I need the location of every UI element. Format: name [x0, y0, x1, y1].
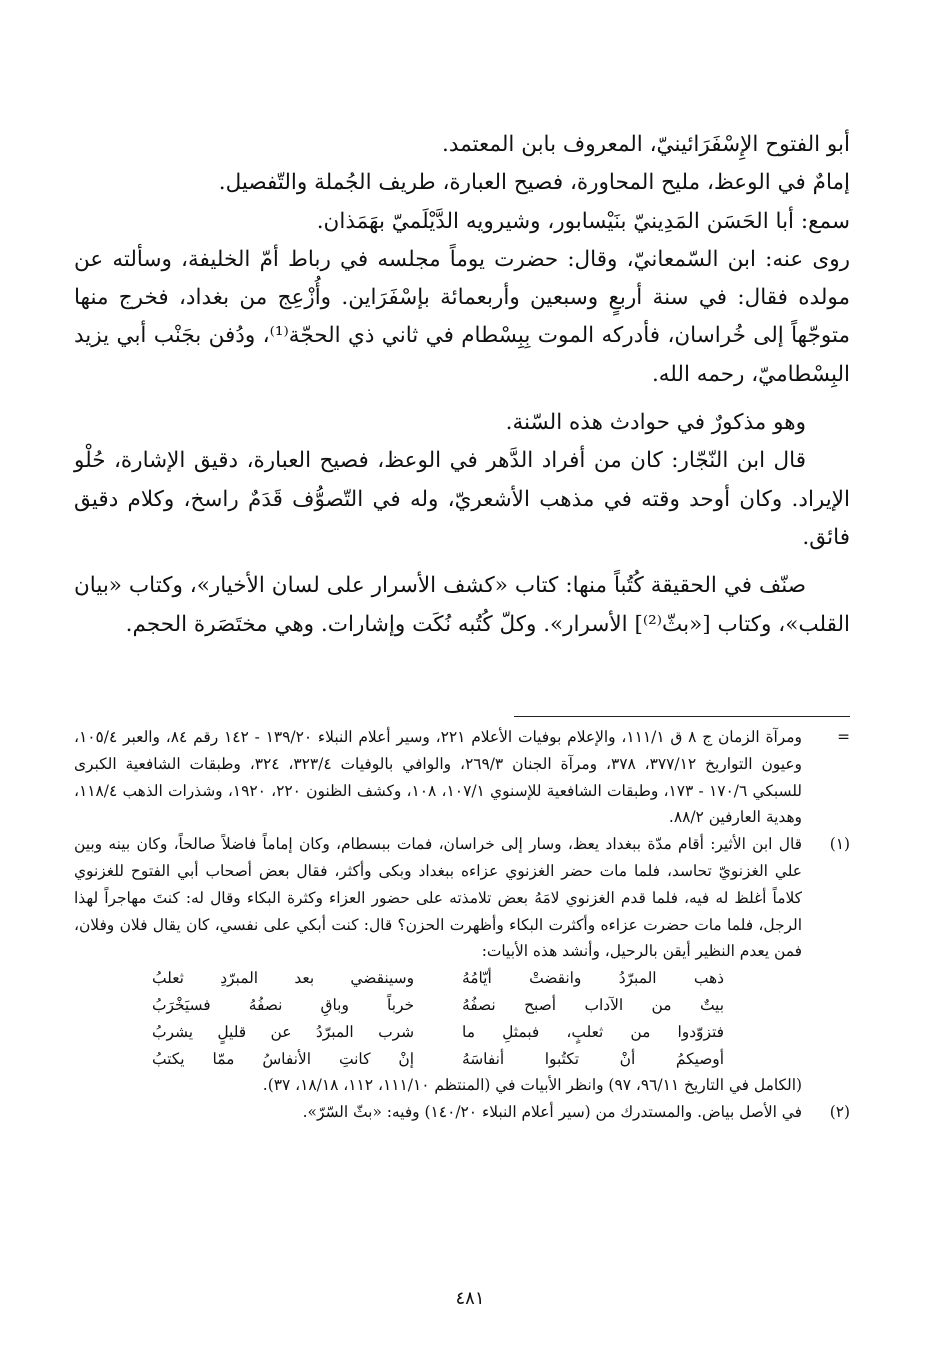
footnote-continuation	[74, 724, 850, 831]
footnote-1	[74, 831, 850, 1099]
verse-hemistich: خرباً وباقِ نصفُهُ فسيَخْرَبُ	[152, 995, 414, 1014]
verse-hemistich: أوصيكمُ أنْ تكتُبوا أنفاسَهُ	[462, 1049, 724, 1068]
verse-hemistich: إنْ كانتِ الأنفاسُ ممّا يكتبُ	[152, 1049, 414, 1068]
verse-hemistich: وسينقضي بعد المبرّدِ ثعلبُ	[152, 969, 414, 988]
footnote-2	[74, 1099, 850, 1126]
footnote-text: في الأصل بياض. والمستدرك من (سير أعلام النبلاء ١٤٠/٢٠) وفيه: «بثّ السّرّ».	[302, 1103, 802, 1122]
footnote-marker: =	[837, 728, 850, 746]
footnote-text: ومرآة الزمان ج ٨ ق ١١١/١، والإعلام بوفيات الأعلام ٢٢١، وسير أعلام النبلاء ١٣٩/٢٠ - ١٤٢ رقم ٨٤، والعبر ١٠٥/٤، وعيون التواريخ ٣٧٧/١٢، ٣٧٨، ومرآة الجنان ٢٦٩/٣، والوافي بالوفيات ٣٢٣/٤، ٣٢٤، وطبقات الشافعية الكبرى للسبكي ١٧٠/٦ - ١٧٣، وطبقات الشافعية للإسنوي ١٠٧/١، ١٠٨، وكشف الظنون ٢٢٠، ١٩٢٠، وشذرات الذهب ١١٨/٤، وهدية العارفين ٨٨/٢.	[74, 728, 802, 827]
main-paragraph: سمع: أبا الحَسَن المَدِينيّ بنَيْسابور، وشيرويه الدَّيْلَميّ بهَمَذان.	[316, 208, 850, 234]
poem-verses	[74, 965, 802, 1072]
page-number: ٤٨١	[455, 1288, 485, 1309]
footnote-text: قال ابن الأثير: أقام مدّة ببغداد يعظ، وسار إلى خراسان، فمات ببسطام، وكان إماماً فاضلاً صالحاً، وكان بينه وبين علي الغزنويّ تحاسد، فلما مات حضر الغزنوي عزاءه ببغداد وبكى وأكثر، فقال بعض أصحاب أبي الفتوح للغزنوي كلاماً أغلظ له فيه، فلما قدم الغزنوي لامَهُ بعض تلامذته على حضور العزاء وكثرة البكاء وقال له: كنتَ مهاجراً لهذا الرجل، فلما مات حضرت عزاءه وأكثرت البكاء وأظهرت الحزن؟ قال: كنت أبكي على نفسي، كان يقال فلان وفلان، فمن يعدم النظير أيقن بالرحيل، وأنشد هذه الأبيات:	[74, 835, 802, 961]
main-paragraph: إمامٌ في الوعظ، مليح المحاورة، فصيح العبارة، طريف الجُملة والتّفصيل.	[218, 170, 850, 196]
verse-hemistich: بيتٌ من الآداب أصبح نصفُهُ	[462, 995, 724, 1014]
verse-hemistich: فتزوّدوا من ثعلبٍ، فبمثلِ ما	[462, 1022, 724, 1041]
verse-hemistich: شرب المبرّدُ عن قليلٍ يشربُ	[152, 1022, 414, 1041]
footnote-separator	[514, 716, 850, 717]
main-paragraph: وهو مذكورٌ في حوادث هذه السّنة.	[505, 410, 806, 436]
footnotes-section	[74, 724, 850, 1126]
main-paragraph: صنّف في الحقيقة كُتُباً منها: كتاب «كشف الأسرار على لسان الأخيار»، وكتاب «بيان القلب»، وكتاب [«بثّ⁽²⁾] الأسرار». وكلّ كُتُبه نُكَت وإشارات. وهي مختَصَرة الحجم.	[74, 573, 850, 637]
footnote-marker: (٢)	[829, 1103, 850, 1122]
main-paragraph: قال ابن النّجّار: كان من أفراد الدَّهر في الوعظ، فصيح العبارة، دقيق الإشارة، حُلْو الإيراد. وكان أوحد وقته في مذهب الأشعريّ، وله في التّصوُّف قَدَمٌ راسخ، وكلام دقيق فائق.	[74, 448, 850, 550]
main-paragraph: أبو الفتوح الإِسْفَرَائينيّ، المعروف بابن المعتمد.	[442, 132, 850, 157]
footnote-marker: (١)	[829, 835, 850, 854]
main-text-body	[74, 126, 850, 644]
verse-hemistich: ذهب المبرّدُ وانقضتْ أيّامُهُ	[462, 969, 724, 988]
main-paragraph: روى عنه: ابن السّمعانيّ، وقال: حضرت يوماً مجلسه في رباط أمّ الخليفة، وسألته عن مولده فقال: في سنة أربعٍ وسبعين وأربعمائة بإسْفَرَاين. وأُزْعِج من بغداد، فخرج منها متوجّهاً إلى خُراسان، فأدركه الموت بِبِسْطام في ثاني ذي الحجّة⁽¹⁾، ودُفن بجَنْب أبي يزيد البِسْطاميّ، رحمه الله.	[74, 246, 850, 387]
footnote-source: (الكامل في التاريخ ٩٦/١١، ٩٧) وانظر الأبيات في (المنتظم ١١١/١٠، ١١٢، ١٨/١٨، ٣٧).	[262, 1076, 802, 1095]
